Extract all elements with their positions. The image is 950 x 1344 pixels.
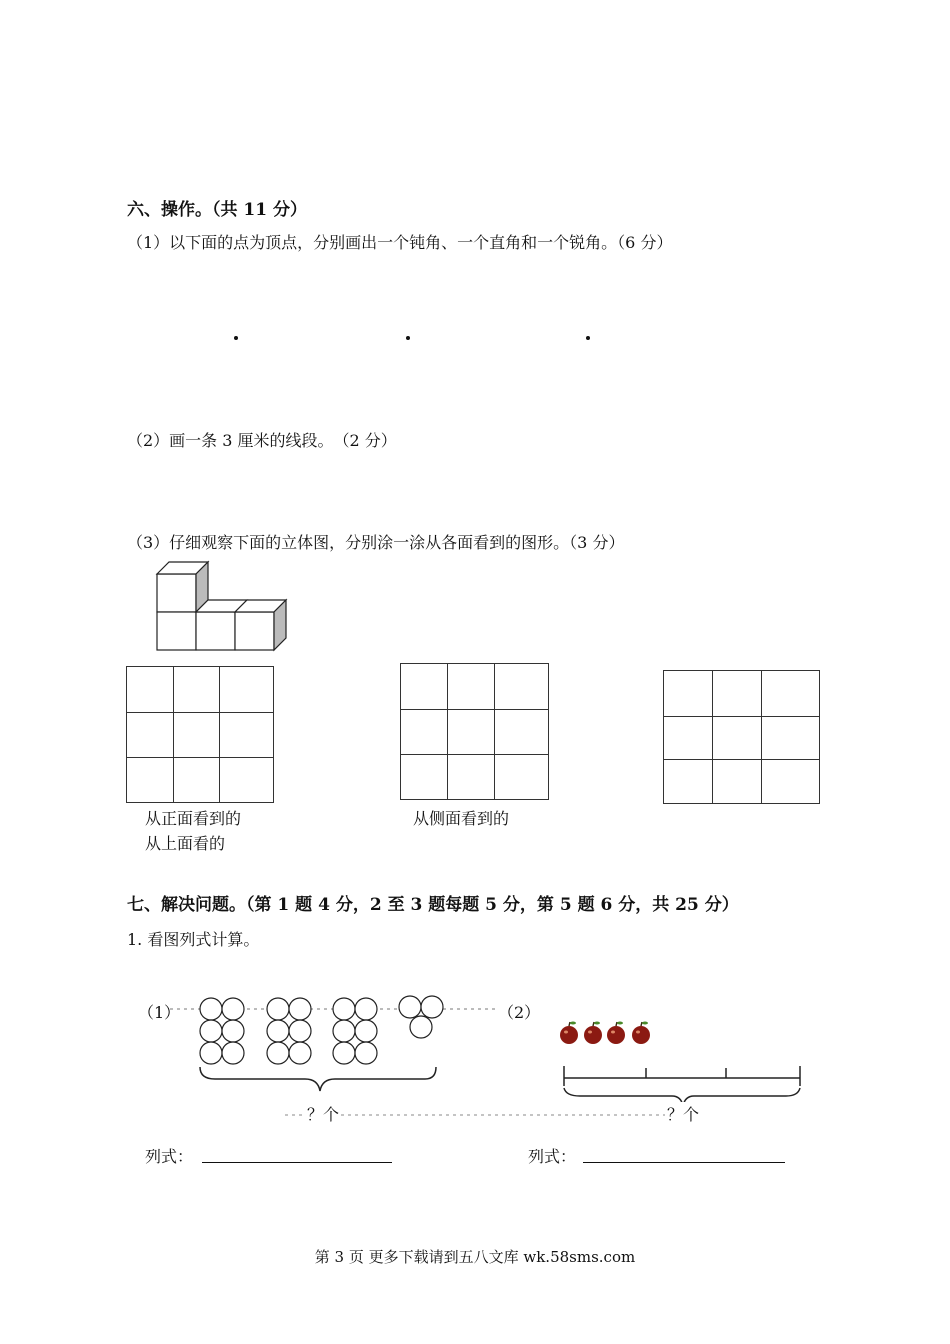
apple-icon	[584, 1022, 602, 1045]
label-side-view: 从侧面看到的	[413, 809, 510, 828]
circle-icon	[355, 998, 377, 1020]
circle-icon	[222, 1020, 244, 1042]
circle-icon	[200, 1042, 222, 1064]
question-left: ？个	[305, 1102, 341, 1125]
side-view-grid[interactable]	[400, 663, 549, 800]
circle-icon	[355, 1020, 377, 1042]
circle-icon	[289, 1020, 311, 1042]
formula-label-left: 列式：	[145, 1147, 194, 1166]
circle-icon	[410, 1016, 432, 1038]
circle-icon	[333, 1020, 355, 1042]
section6-title: 六、操作。（共 11 分）	[127, 200, 307, 220]
formula-answer-line-left[interactable]	[202, 1162, 392, 1163]
circle-icon	[399, 996, 421, 1018]
front-view-grid[interactable]	[126, 666, 274, 803]
circles-figure	[170, 993, 510, 1093]
circle-icon	[222, 998, 244, 1020]
circle-icon	[355, 1042, 377, 1064]
circle-icon	[289, 1042, 311, 1064]
section6-q1: （1）以下面的点为顶点，分别画出一个钝角、一个直角和一个锐角。（6 分）	[127, 233, 673, 252]
cube-figure	[155, 560, 295, 655]
formula-answer-line-right[interactable]	[583, 1162, 785, 1163]
question-dotted-line	[285, 1110, 705, 1120]
apple-icon	[632, 1022, 650, 1045]
circle-icon	[267, 998, 289, 1020]
vertex-dot-3[interactable]	[586, 336, 590, 340]
label-front-view: 从正面看到的	[145, 809, 242, 828]
circle-icon	[222, 1042, 244, 1064]
circle-icon	[333, 1042, 355, 1064]
circle-icon	[289, 998, 311, 1020]
apple-icon	[560, 1022, 578, 1045]
apple-icon	[607, 1022, 625, 1045]
circle-icon	[267, 1042, 289, 1064]
circle-icon	[200, 1020, 222, 1042]
vertex-dot-2[interactable]	[406, 336, 410, 340]
part1-label: （1）	[138, 1003, 181, 1022]
question-right: ？个	[665, 1102, 701, 1125]
formula-label-right: 列式：	[528, 1147, 577, 1166]
apples-figure	[558, 1020, 668, 1050]
section6-q3: （3）仔细观察下面的立体图，分别涂一涂从各面看到的图形。（3 分）	[127, 533, 625, 552]
section7-title: 七、解决问题。（第 1 题 4 分，2 至 3 题每题 5 分，第 5 题 6 分，共 25 分）	[127, 895, 739, 915]
circle-icon	[267, 1020, 289, 1042]
label-top-view: 从上面看的	[145, 834, 226, 853]
section7-q1: 1. 看图列式计算。	[127, 930, 260, 949]
circle-icon	[421, 996, 443, 1018]
section6-q2: （2）画一条 3 厘米的线段。 （2 分）	[127, 431, 397, 450]
vertex-dot-1[interactable]	[234, 336, 238, 340]
part2-label: （2）	[498, 1003, 541, 1022]
page-footer: 第 3 页 更多下载请到五八文库 wk.58sms.com	[314, 1248, 636, 1266]
circle-icon	[333, 998, 355, 1020]
top-view-grid[interactable]	[663, 670, 820, 804]
circle-icon	[200, 998, 222, 1020]
